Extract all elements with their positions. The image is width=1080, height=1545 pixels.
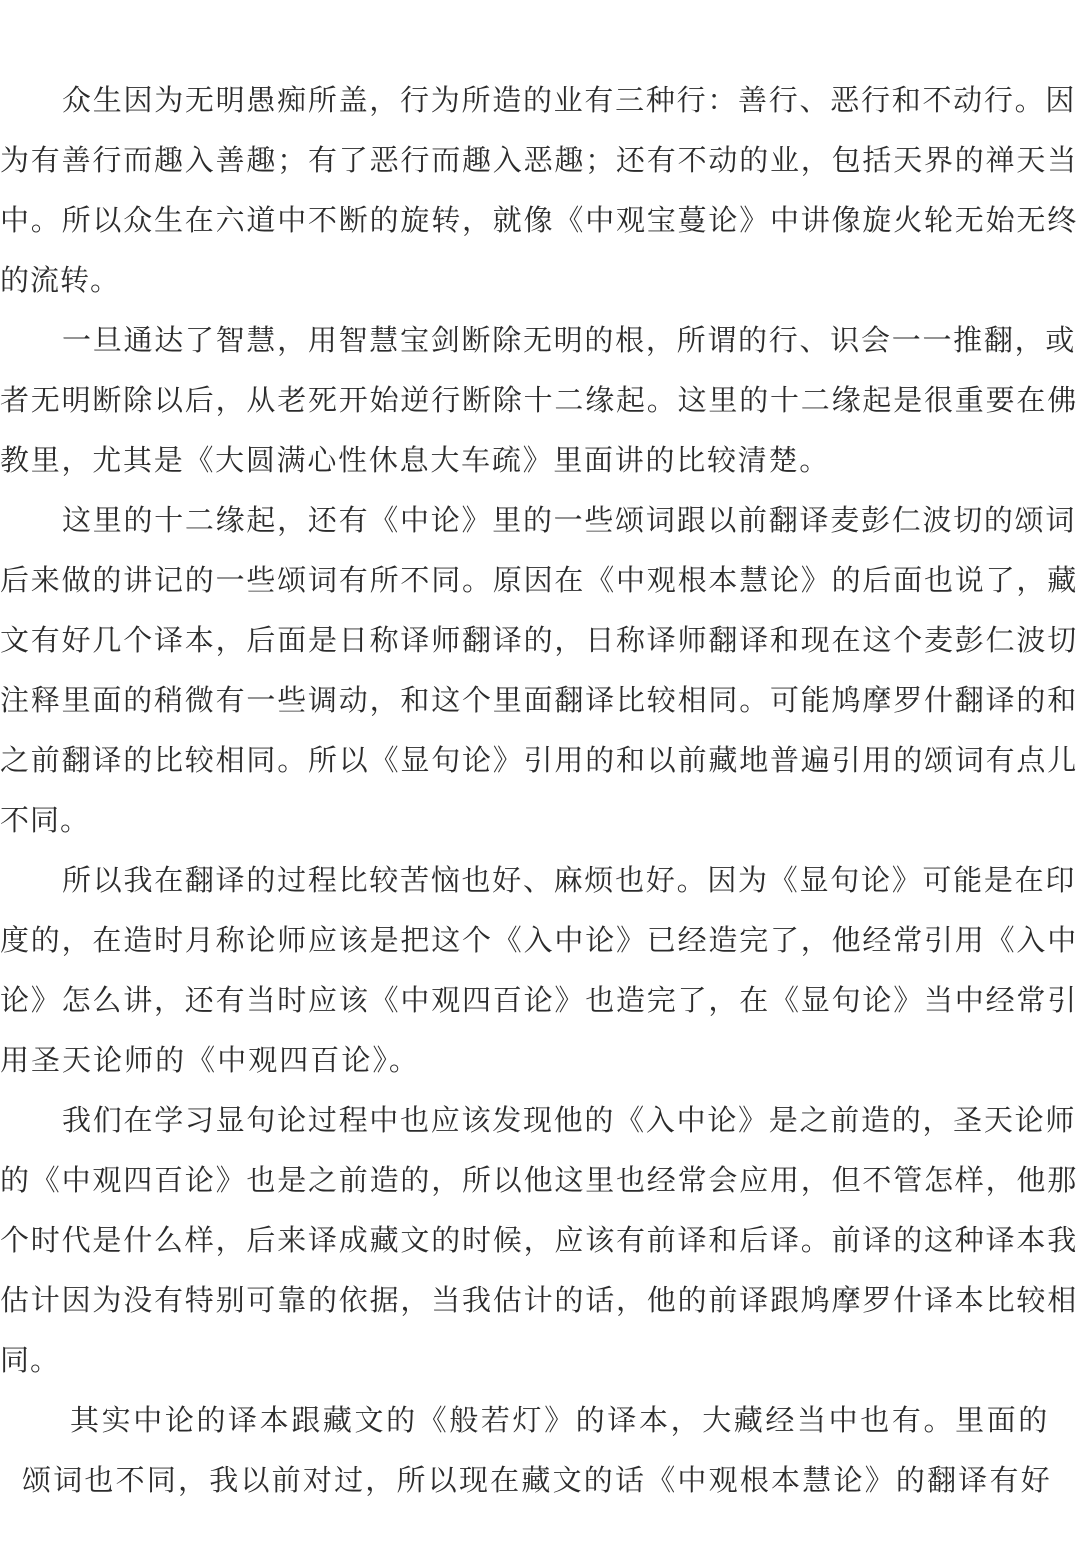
paragraph-line xyxy=(0,1150,1080,1210)
line-text: 一旦通达了智慧，用智慧宝剑断除无明的根，所谓的行、识会一一推翻，或 xyxy=(62,323,1077,357)
paragraph-line xyxy=(0,550,1080,610)
line-text: 中。所以众生在六道中不断的旋转，就像《中观宝蔓论》中讲像旋火轮无始无终 xyxy=(0,203,1079,237)
line-text: 论》怎么讲，还有当时应该《中观四百论》也造完了，在《显句论》当中经常引 xyxy=(0,983,1079,1017)
paragraph-line xyxy=(0,250,1080,310)
line-text: 注释里面的稍微有一些调动，和这个里面翻译比较相同。可能鸠摩罗什翻译的和 xyxy=(0,683,1079,717)
paragraph-line xyxy=(0,370,1080,430)
line-text: 同。 xyxy=(0,1343,60,1377)
line-text: 度的，在造时月称论师应该是把这个《入中论》已经造完了，他经常引用《入中 xyxy=(0,923,1079,957)
paragraph-line xyxy=(0,1330,1080,1390)
line-text: 后来做的讲记的一些颂词有所不同。原因在《中观根本慧论》的后面也说了，藏 xyxy=(0,563,1079,597)
paragraph-line xyxy=(0,970,1080,1030)
paragraph-line xyxy=(0,790,1080,850)
paragraph-line xyxy=(62,310,1080,370)
paragraph-line xyxy=(0,910,1080,970)
paragraph-line xyxy=(62,1090,1080,1150)
line-text: 为有善行而趣入善趣；有了恶行而趣入恶趣；还有不动的业，包括天界的禅天当 xyxy=(0,143,1079,177)
paragraph-line xyxy=(0,1030,1080,1090)
paragraph-line xyxy=(0,1270,1080,1330)
paragraph-line xyxy=(0,190,1080,250)
line-text: 文有好几个译本，后面是日称译师翻译的，日称译师翻译和现在这个麦彭仁波切 xyxy=(0,623,1079,657)
line-text: 我们在学习显句论过程中也应该发现他的《入中论》是之前造的，圣天论师 xyxy=(62,1103,1077,1137)
line-text: 的《中观四百论》也是之前造的，所以他这里也经常会应用，但不管怎样，他那 xyxy=(0,1163,1079,1197)
paragraph-line xyxy=(22,1450,1080,1510)
paragraph-line xyxy=(62,490,1080,550)
paragraph-line xyxy=(0,1210,1080,1270)
paragraph-line xyxy=(0,730,1080,790)
line-text: 不同。 xyxy=(0,803,90,837)
line-text: 颂词也不同，我以前对过，所以现在藏文的话《中观根本慧论》的翻译有好 xyxy=(22,1463,1052,1497)
line-text: 众生因为无明愚痴所盖，行为所造的业有三种行：善行、恶行和不动行。因 xyxy=(62,83,1077,117)
line-text: 的流转。 xyxy=(0,263,121,297)
paragraph-line xyxy=(62,70,1080,130)
line-text: 之前翻译的比较相同。所以《显句论》引用的和以前藏地普遍引用的颂词有点儿 xyxy=(0,743,1079,777)
paragraph-line xyxy=(70,1390,1080,1450)
line-text: 所以我在翻译的过程比较苦恼也好、麻烦也好。因为《显句论》可能是在印 xyxy=(62,863,1077,897)
paragraph-line xyxy=(0,670,1080,730)
line-text: 个时代是什么样，后来译成藏文的时候，应该有前译和后译。前译的这种译本我 xyxy=(0,1223,1079,1257)
line-text: 用圣天论师的《中观四百论》。 xyxy=(0,1043,420,1077)
line-text: 教里，尤其是《大圆满心性休息大车疏》里面讲的比较清楚。 xyxy=(0,443,830,477)
line-text: 者无明断除以后，从老死开始逆行断除十二缘起。这里的十二缘起是很重要在佛 xyxy=(0,383,1079,417)
line-text: 这里的十二缘起，还有《中论》里的一些颂词跟以前翻译麦彭仁波切的颂词 xyxy=(62,503,1077,537)
line-text: 估计因为没有特别可靠的依据，当我估计的话，他的前译跟鸠摩罗什译本比较相 xyxy=(0,1283,1079,1317)
paragraph-line xyxy=(0,130,1080,190)
paragraph-line xyxy=(0,610,1080,670)
paragraph-line xyxy=(0,430,1080,490)
paragraph-line xyxy=(62,850,1080,910)
line-text: 其实中论的译本跟藏文的《般若灯》的译本，大藏经当中也有。里面的 xyxy=(70,1403,1050,1437)
